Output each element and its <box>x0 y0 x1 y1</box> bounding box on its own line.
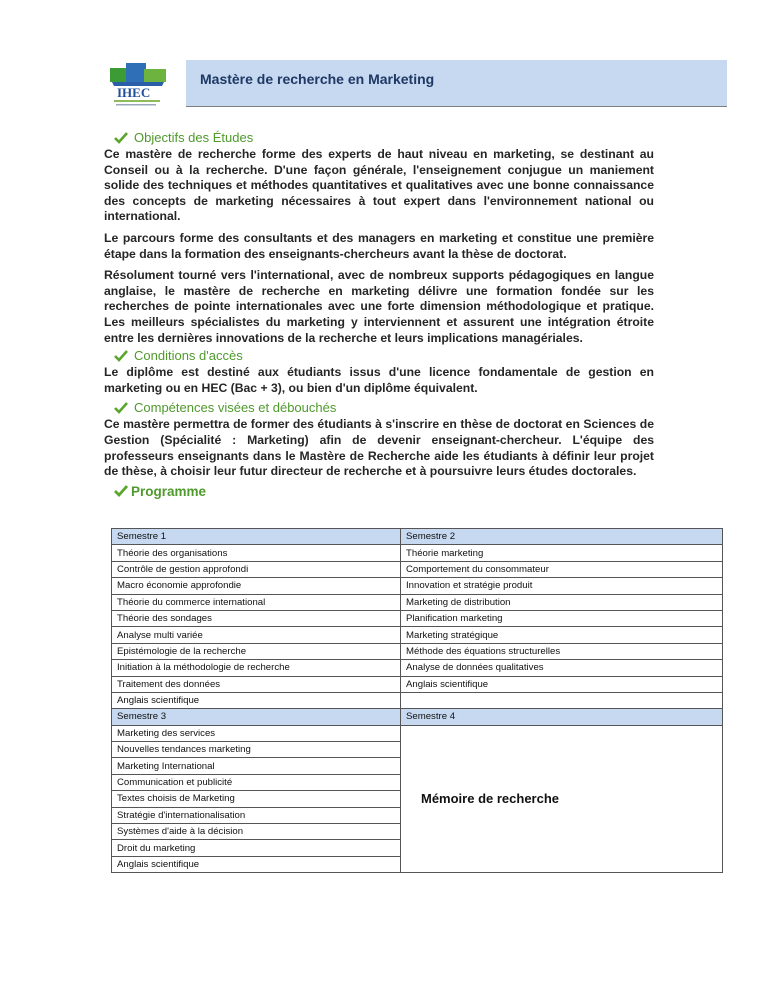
table-row <box>112 610 723 626</box>
checkmark-icon <box>114 402 128 414</box>
semester-header: Semestre 4 <box>401 709 723 725</box>
course-cell: Marketing stratégique <box>401 627 723 643</box>
course-cell: Anglais scientifique <box>112 856 401 872</box>
section-heading-objectifs: Objectifs des Études <box>114 130 654 145</box>
course-cell: Théorie marketing <box>401 545 723 561</box>
table-row <box>112 676 723 692</box>
table-row <box>112 529 723 545</box>
course-cell: Traitement des données <box>112 676 401 692</box>
course-cell: Textes choisis de Marketing <box>112 791 401 807</box>
course-cell: Systèmes d'aide à la décision <box>112 824 401 840</box>
course-cell: Droit du marketing <box>112 840 401 856</box>
semester-header: Semestre 3 <box>112 709 401 725</box>
semester-header: Semestre 1 <box>112 529 401 545</box>
page-title: Mastère de recherche en Marketing <box>200 71 435 87</box>
paragraph: Ce mastère de recherche forme des experts de haut niveau en marketing, se destinant au Conseil ou à la recherche. D'une façon générale, l'enseignement conjugue un maniement solide des techniques et méthodes quantitatives et qualitatives avec une bonne connaissance des concepts de marketing nécessaires à tout expert dans l'environnement national ou international. <box>104 147 654 224</box>
course-cell: Théorie des organisations <box>112 545 401 561</box>
ihec-logo <box>104 60 186 108</box>
course-cell <box>401 692 723 708</box>
section-heading-competences: Compétences visées et débouchés <box>114 400 654 415</box>
table-row <box>112 643 723 659</box>
title-band <box>186 60 727 107</box>
table-row <box>112 545 723 561</box>
course-cell: Contrôle de gestion approfondi <box>112 561 401 577</box>
paragraph: Le parcours forme des consultants et des managers en marketing et constitue une première étape dans la formation des enseignants-chercheurs avant la thèse de doctorat. <box>104 230 654 261</box>
table-row <box>112 627 723 643</box>
paragraph: Résolument tourné vers l'international, avec de nombreux supports pédagogiques en langue anglaise, le mastère de recherche en marketing délivre une formation fondée sur les recherches de pointe internationales avec une forte dimension méthodologique et pratique. Les meilleurs spécialistes du marketing y interviennent et assurent une intégration étroite entre les dernières innovations de la recherche et leurs implications managériales. <box>104 268 654 345</box>
paragraph: Ce mastère permettra de former des étudiants à s'inscrire en thèse de doctorat en Sciences de Gestion (Spécialité : Marketing) afin de devenir enseignant-chercheur. L'équipe des professeurs enseignants dans le Mastère de Recherche aide les étudiants à définir leur projet de thèse, à choisir leur futur directeur de recherche et à poursuivre leurs études doctorales. <box>104 417 654 479</box>
course-cell: Comportement du consommateur <box>401 561 723 577</box>
checkmark-icon <box>114 132 128 144</box>
course-cell: Nouvelles tendances marketing <box>112 742 401 758</box>
course-cell: Initiation à la méthodologie de recherche <box>112 660 401 676</box>
course-cell: Théorie des sondages <box>112 610 401 626</box>
course-cell: Analyse multi variée <box>112 627 401 643</box>
programme-table <box>111 528 723 873</box>
memoire-cell: Mémoire de recherche <box>401 725 723 873</box>
svg-text:IHEC: IHEC <box>117 85 151 100</box>
course-cell: Macro économie approfondie <box>112 578 401 594</box>
table-row <box>112 725 723 741</box>
page-header <box>104 60 727 108</box>
course-cell: Communication et publicité <box>112 774 401 790</box>
course-cell: Analyse de données qualitatives <box>401 660 723 676</box>
course-cell: Anglais scientifique <box>112 692 401 708</box>
table-row <box>112 561 723 577</box>
table-row <box>112 660 723 676</box>
course-cell: Innovation et stratégie produit <box>401 578 723 594</box>
course-cell: Anglais scientifique <box>401 676 723 692</box>
table-row <box>112 578 723 594</box>
course-cell: Planification marketing <box>401 610 723 626</box>
course-cell: Stratégie d'internationalisation <box>112 807 401 823</box>
section-heading-conditions: Conditions d'accès <box>114 348 654 363</box>
course-cell: Marketing de distribution <box>401 594 723 610</box>
course-cell: Marketing International <box>112 758 401 774</box>
checkmark-icon <box>114 485 128 497</box>
table-row <box>112 709 723 725</box>
course-cell: Méthode des équations structurelles <box>401 643 723 659</box>
checkmark-icon <box>114 350 128 362</box>
paragraph: Le diplôme est destiné aux étudiants issus d'une licence fondamentale de gestion en marketing ou en HEC (Bac + 3), ou bien d'un diplôme équivalent. <box>104 365 654 395</box>
course-cell: Marketing des services <box>112 725 401 741</box>
table-row <box>112 594 723 610</box>
table-row <box>112 692 723 708</box>
document-body <box>104 130 654 502</box>
course-cell: Théorie du commerce international <box>112 594 401 610</box>
semester-header: Semestre 2 <box>401 529 723 545</box>
section-heading-programme: Programme <box>114 484 654 499</box>
course-cell: Epistémologie de la recherche <box>112 643 401 659</box>
